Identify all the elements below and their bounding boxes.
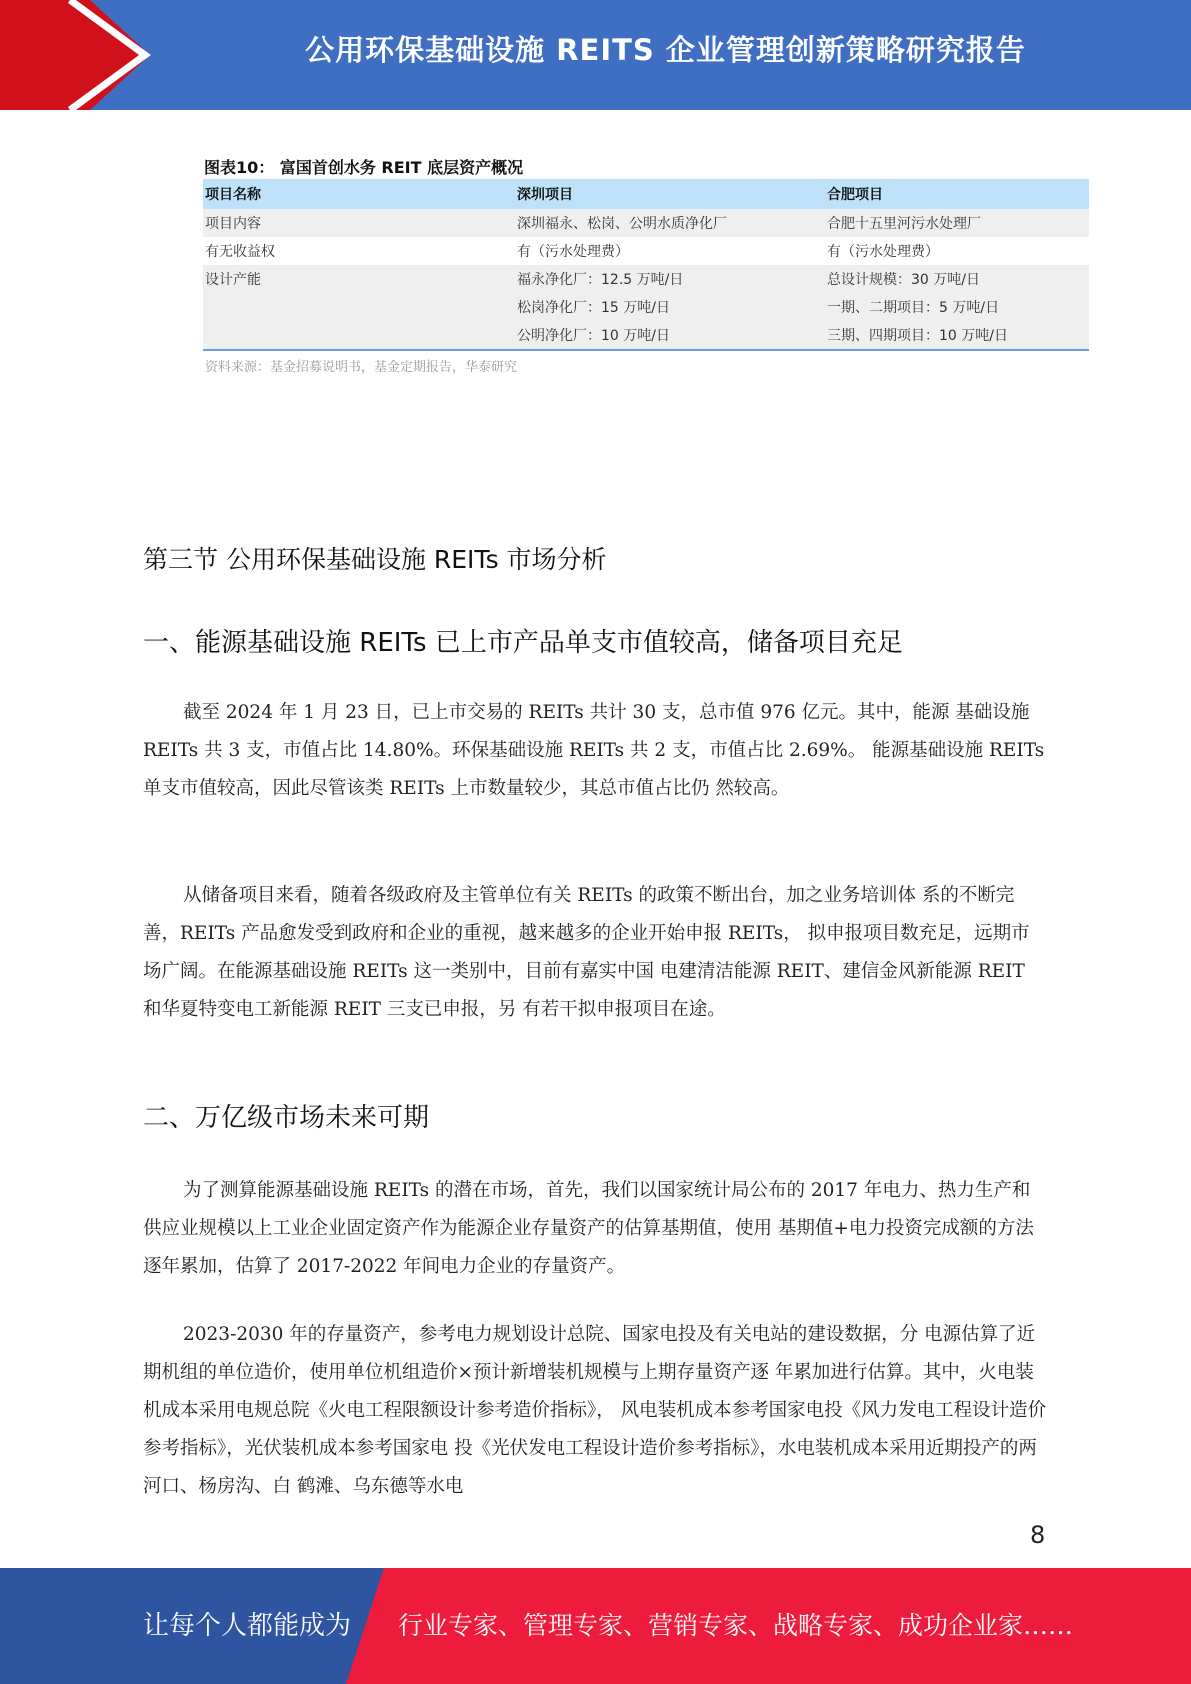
table-row [203, 265, 1089, 293]
body-paragraph: 截至 2024 年 1 月 23 日，已上市交易的 REITs 共计 30 支，总市值 976 亿元。其中，能源 基础设施 REITs 共 3 支，市值占比 14.80%。环保基础设施 REITs 共 2 支，市值占比 2.69%。 能源基础设施 REITs 单支市值较高，因此尽管该类 REITs 上市数量较少，其总市值占比仍 然较高。 [143, 702, 1045, 799]
table-cell: 一期、二期项目：5 万吨/日 [825, 293, 1089, 321]
table-cell: 松岗净化厂：15 万吨/日 [515, 293, 825, 321]
section-heading: 第三节 公用环保基础设施 REITs 市场分析 [143, 545, 607, 574]
figure-source: 资料来源：基金招募说明书，基金定期报告，华泰研究 [205, 360, 518, 375]
table-cell: 深圳福永、松岗、公明水质净化厂 [515, 209, 825, 237]
page-number: 8 [1030, 1521, 1046, 1549]
table-cell [203, 321, 515, 350]
table-cell: 有无收益权 [205, 244, 275, 260]
body-paragraph: 2023-2030 年的存量资产，参考电力规划设计总院、国家电投及有关电站的建设数据，分 电源估算了近期机组的单位造价，使用单位机组造价×预计新增装机规模与上期存量资产逐 年累加进行估算。其中，火电装机成本采用电规总院《火电工程限额设计参考造价指标》， 风电装机成本参考国家电投《风力发电工程设计造价参考指标》，光伏装机成本参考国家电 投《光伏发电工程设计造价参考指标》，水电装机成本采用近期投产的两河口、杨房沟、白 鹤滩、乌东德等水电 [143, 1324, 1047, 1497]
table-header-cell: 深圳项目 [515, 179, 825, 209]
table-cell: 项目内容 [203, 209, 515, 237]
footer-slogan-left: 让每个人都能成为 [143, 1611, 352, 1641]
table-cell: 有（污水处理费） [517, 244, 629, 260]
asset-overview-table [203, 179, 1089, 351]
table-cell: 福永净化厂：12.5 万吨/日 [515, 265, 825, 293]
table-header-cell: 合肥项目 [825, 179, 1089, 209]
table-row [203, 293, 1089, 321]
table-cell: 合肥十五里河污水处理厂 [825, 209, 1089, 237]
body-paragraph: 从储备项目来看，随着各级政府及主管单位有关 REITs 的政策不断出台，加之业务培训体 系的不断完善，REITs 产品愈发受到政府和企业的重视，越来越多的企业开始申报 REITs， 拟申报项目数充足，远期市场广阔。在能源基础设施 REITs 这一类别中，目前有嘉实中国 电建清洁能源 REIT、建信金风新能源 REIT 和华夏特变电工新能源 REIT 三支已申报，另 有若干拟申报项目在途。 [143, 885, 1030, 1020]
table-cell: 三期、四期项目：10 万吨/日 [825, 321, 1089, 350]
table-row [203, 321, 1089, 350]
page-footer [0, 1568, 1191, 1684]
table-cell: 设计产能 [203, 265, 515, 293]
subsection-heading: 一、能源基础设施 REITs 已上市产品单支市值较高，储备项目充足 [143, 628, 903, 658]
table-row [203, 209, 1089, 237]
subsection-heading: 二、万亿级市场未来可期 [143, 1103, 430, 1133]
figure-caption: 图表10： 富国首创水务 REIT 底层资产概况 [204, 158, 524, 177]
page-header [0, 0, 1191, 110]
body-paragraph: 为了测算能源基础设施 REITs 的潜在市场，首先，我们以国家统计局公布的 2017 年电力、热力生产和供应业规模以上工业企业固定资产作为能源企业存量资产的估算基期值，使用 基期值+电力投资完成额的方法逐年累加，估算了 2017-2022 年间电力企业的存量资产。 [143, 1180, 1034, 1277]
table-row [203, 237, 1089, 265]
table-header-cell: 项目名称 [203, 179, 515, 209]
table-cell: 公明净化厂：10 万吨/日 [515, 321, 825, 350]
footer-slogan-right: 行业专家、管理专家、营销专家、战略专家、成功企业家…… [398, 1611, 1074, 1640]
table-cell: 有（污水处理费） [827, 244, 939, 260]
table-header-row [203, 179, 1089, 209]
report-title: 公用环保基础设施 REITS 企业管理创新策略研究报告 [305, 33, 1026, 67]
table-cell: 总设计规模：30 万吨/日 [825, 265, 1089, 293]
table-cell [203, 293, 515, 321]
chevron-arrow-icon [0, 0, 160, 110]
